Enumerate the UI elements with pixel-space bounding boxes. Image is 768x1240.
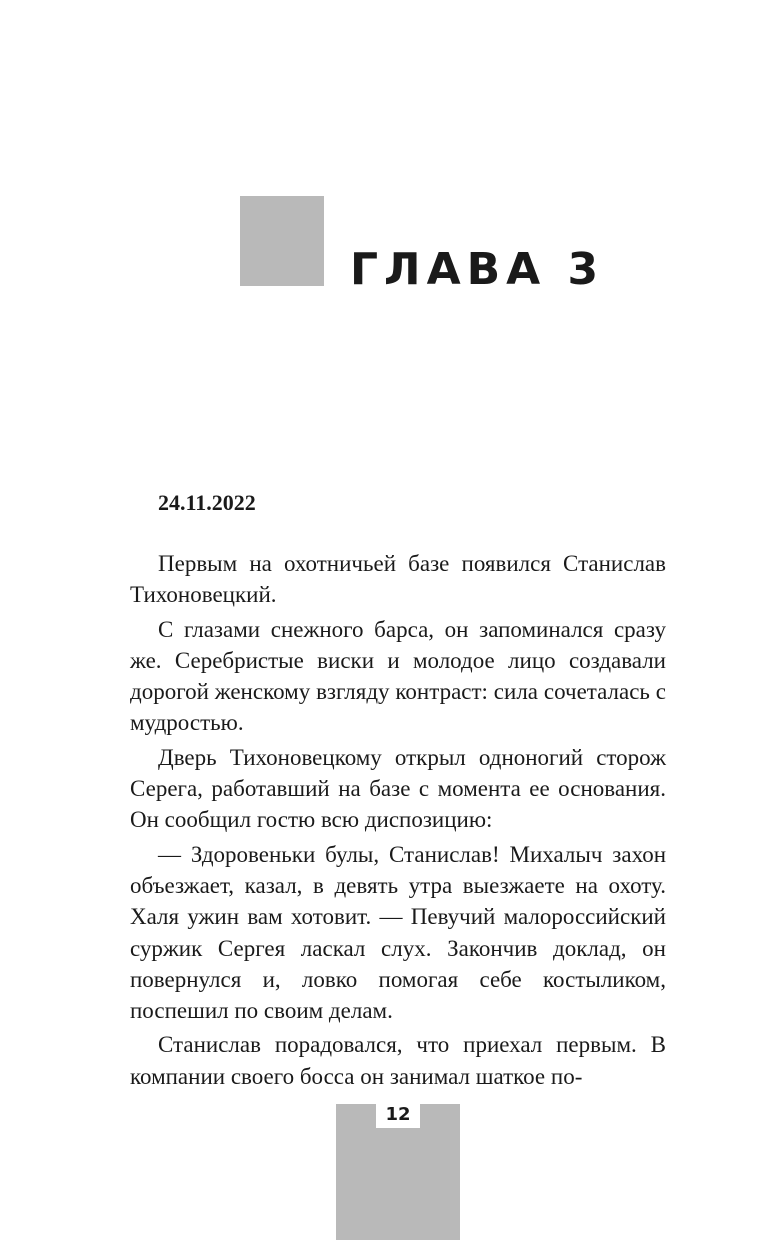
chapter-title: ГЛАВА 3 bbox=[350, 244, 605, 295]
page-number: 12 bbox=[376, 1104, 420, 1128]
paragraph: Станислав порадовался, что приехал первым. В компании своего босса он занимал шаткое по- bbox=[130, 1032, 666, 1089]
entry-date: 24.11.2022 bbox=[158, 490, 256, 515]
paragraph: Первым на охотничьей базе появился Станислав Тихоновецкий. bbox=[130, 551, 666, 608]
body-text bbox=[130, 548, 666, 1095]
paragraph: Дверь Тихоновецкому открыл одноногий сторож Серега, работавший на базе с момента ее основания. Он сообщил гостю всю диспозицию: bbox=[130, 744, 666, 833]
chapter-decorative-square bbox=[240, 196, 324, 286]
paragraph: — Здоровеньки булы, Станислав! Михалыч захон объезжает, казал, в девять утра выезжаете на охоту. Халя ужин вам хотовит. — Певучий малороссийский суржик Сергея ласкал слух. Закончив доклад, он повернулся и, ловко помогая себе костыликом, поспешил по своим делам. bbox=[130, 841, 666, 1024]
paragraph: С глазами снежного барса, он запоминался сразу же. Серебристые виски и молодое лицо создавали дорогой женскому взгляду контраст: сила сочеталась с мудростью. bbox=[130, 616, 666, 736]
